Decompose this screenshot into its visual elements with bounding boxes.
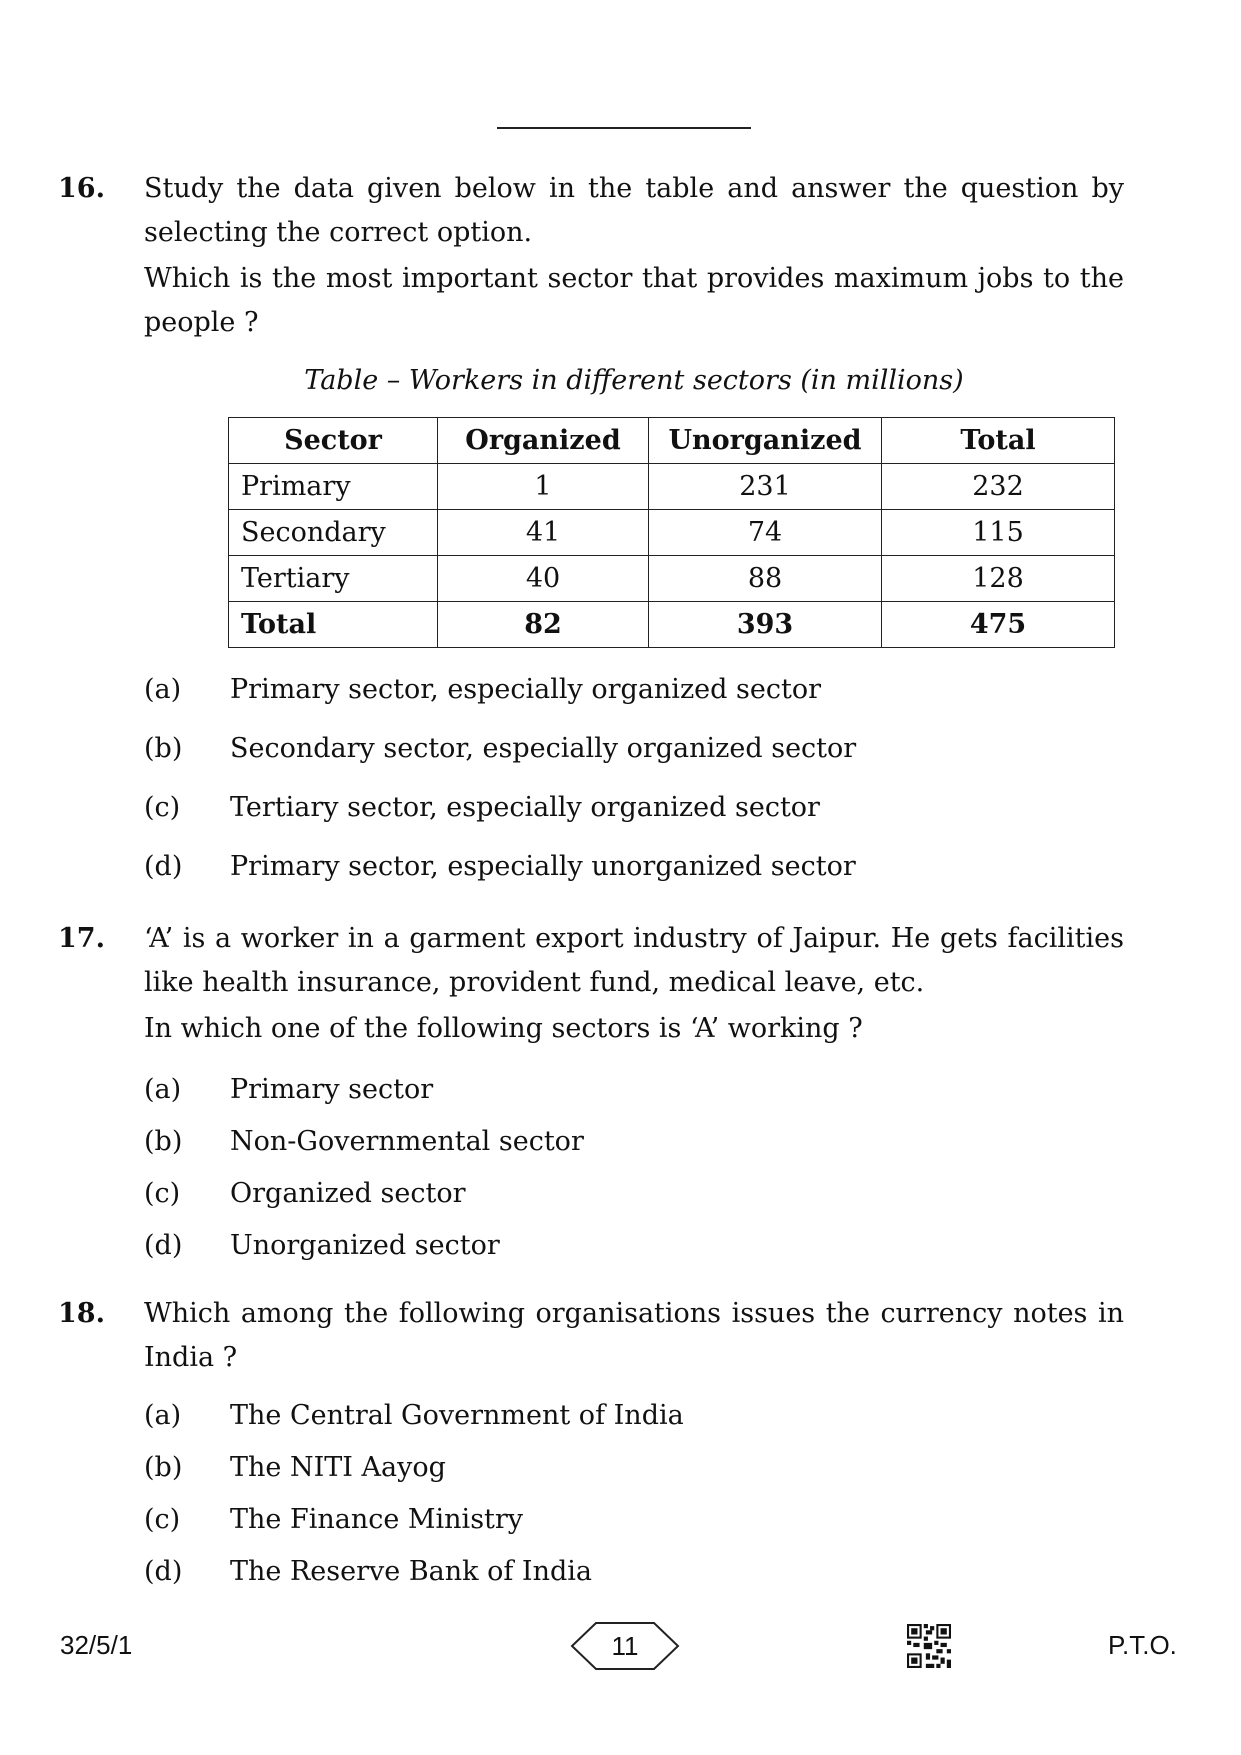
- option-letter: (d): [144, 1230, 183, 1261]
- table-cell: 393: [649, 602, 882, 648]
- table-cell: 82: [438, 602, 649, 648]
- column-header: Total: [882, 418, 1115, 464]
- question-number: 16.: [58, 173, 105, 204]
- table-cell: Tertiary: [229, 556, 438, 602]
- table-cell: Secondary: [229, 510, 438, 556]
- option-letter: (b): [144, 1452, 183, 1483]
- table-cell: 1: [438, 464, 649, 510]
- option-letter: (c): [144, 1178, 181, 1209]
- table-cell: Total: [229, 602, 438, 648]
- column-header: Sector: [229, 418, 438, 464]
- option-letter: (d): [144, 1556, 183, 1587]
- column-header: Organized: [438, 418, 649, 464]
- table-cell: 115: [882, 510, 1115, 556]
- table-cell: 231: [649, 464, 882, 510]
- top-divider: [497, 127, 751, 129]
- option-text: Tertiary sector, especially organized sector: [230, 792, 820, 823]
- qr-code-icon: [907, 1624, 951, 1668]
- page-number-badge: [570, 1620, 680, 1672]
- question-prompt: In which one of the following sectors is ‘A’ working ?: [144, 1013, 863, 1044]
- workers-table: [228, 417, 1115, 648]
- table-caption: Table – Workers in different sectors (in millions): [304, 365, 964, 396]
- option-c[interactable]: [144, 1494, 1124, 1546]
- please-turn-over: P.T.O.: [1108, 1630, 1177, 1660]
- q17-options: [144, 1064, 1124, 1272]
- option-text: The NITI Aayog: [230, 1452, 446, 1483]
- option-letter: (c): [144, 1504, 181, 1535]
- option-text: Secondary sector, especially organized sector: [230, 733, 857, 764]
- table-header-row: [229, 418, 1115, 464]
- table-cell: 40: [438, 556, 649, 602]
- table-row: [229, 556, 1115, 602]
- table-cell: 232: [882, 464, 1115, 510]
- option-letter: (c): [144, 792, 181, 823]
- option-letter: (d): [144, 851, 183, 882]
- question-number: 18.: [58, 1298, 105, 1329]
- question-prompt: Which is the most important sector that provides maximum jobs to the people ?: [144, 263, 1124, 338]
- option-b[interactable]: [144, 1116, 1124, 1168]
- option-a[interactable]: [144, 1064, 1124, 1116]
- option-text: Primary sector: [230, 1074, 434, 1105]
- option-letter: (a): [144, 1074, 182, 1105]
- option-text: Organized sector: [230, 1178, 466, 1209]
- question-text: Study the data given below in the table and answer the question by selecting the correct option.: [144, 173, 1124, 248]
- option-text: Primary sector, especially organized sector: [230, 674, 821, 705]
- option-text: The Central Government of India: [230, 1400, 684, 1431]
- option-letter: (b): [144, 1126, 183, 1157]
- table-cell: 475: [882, 602, 1115, 648]
- q16-options: [144, 664, 1124, 900]
- option-letter: (a): [144, 1400, 182, 1431]
- option-text: Primary sector, especially unorganized sector: [230, 851, 856, 882]
- question-body: [144, 1292, 1124, 1380]
- question-body: [144, 167, 1124, 401]
- option-d[interactable]: [144, 1546, 1124, 1598]
- q18-options: [144, 1390, 1124, 1598]
- option-text: The Finance Ministry: [230, 1504, 524, 1535]
- option-letter: (a): [144, 674, 182, 705]
- page-number: 11: [611, 1631, 639, 1661]
- option-text: Non-Governmental sector: [230, 1126, 584, 1157]
- table-cell: 88: [649, 556, 882, 602]
- table-cell: 128: [882, 556, 1115, 602]
- table-cell: 74: [649, 510, 882, 556]
- option-a[interactable]: [144, 664, 1124, 723]
- option-b[interactable]: [144, 1442, 1124, 1494]
- option-a[interactable]: [144, 1390, 1124, 1442]
- table-total-row: [229, 602, 1115, 648]
- option-d[interactable]: [144, 1220, 1124, 1272]
- option-letter: (b): [144, 733, 183, 764]
- option-c[interactable]: [144, 1168, 1124, 1220]
- option-text: The Reserve Bank of India: [230, 1556, 592, 1587]
- table-cell: 41: [438, 510, 649, 556]
- paper-code: 32/5/1: [60, 1630, 133, 1660]
- column-header: Unorganized: [649, 418, 882, 464]
- option-d[interactable]: [144, 841, 1124, 900]
- question-number: 17.: [58, 923, 105, 954]
- question-text: ‘A’ is a worker in a garment export industry of Jaipur. He gets facilities like health insurance, provident fund, medical leave, etc.: [144, 923, 1124, 998]
- option-c[interactable]: [144, 782, 1124, 841]
- question-body: [144, 917, 1124, 1051]
- table-row: [229, 510, 1115, 556]
- table-row: [229, 464, 1115, 510]
- question-text: Which among the following organisations issues the currency notes in India ?: [144, 1298, 1124, 1373]
- option-text: Unorganized sector: [230, 1230, 500, 1261]
- option-b[interactable]: [144, 723, 1124, 782]
- table-cell: Primary: [229, 464, 438, 510]
